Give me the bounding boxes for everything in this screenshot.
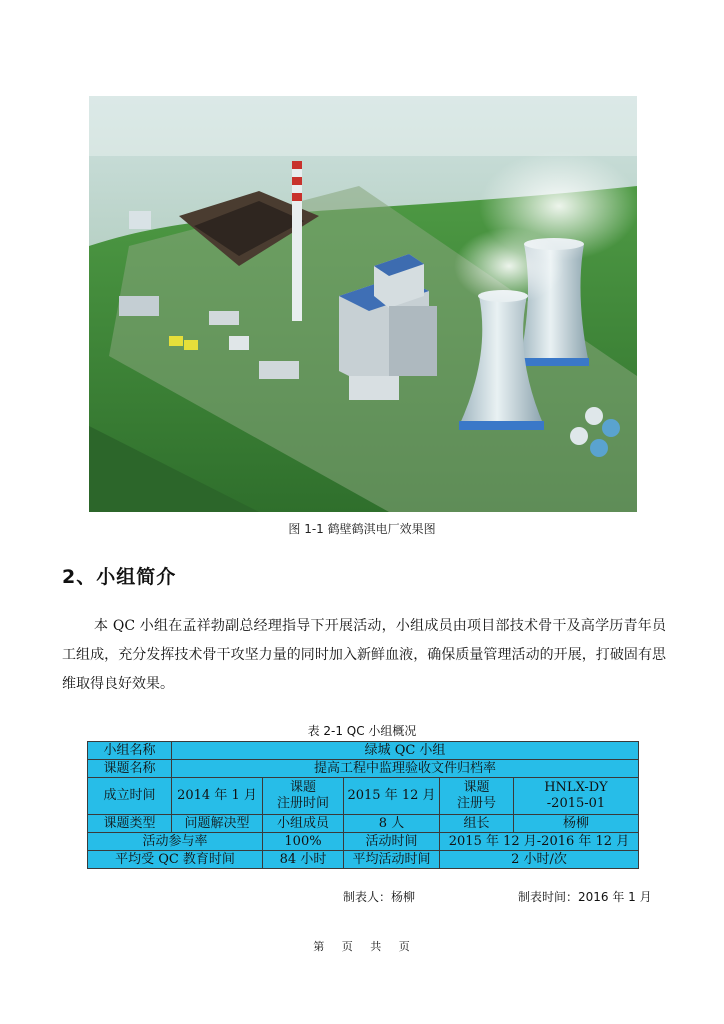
page-footer — [0, 938, 724, 954]
table-cell-value — [514, 778, 639, 815]
table-cell-label: 成立时间 — [88, 778, 172, 815]
table-cell-label: 课题类型 — [88, 815, 172, 833]
cell-line: 课题 — [289, 780, 316, 795]
table-cell-label: 小组成员 — [263, 815, 344, 833]
footer-word: 第 — [313, 940, 326, 953]
cell-line: HNLX-DY — [544, 780, 608, 795]
cell-line: 注册号 — [456, 796, 496, 811]
table-cell-value: 84 小时 — [263, 851, 344, 869]
table-caption: 表 2-1 QC 小组概况 — [307, 724, 417, 738]
cell-line: 课题 — [463, 780, 490, 795]
table-cell-value: 8 人 — [344, 815, 440, 833]
cell-line: -2015-01 — [546, 796, 606, 811]
table-maker: 制表人：杨柳 — [343, 890, 416, 904]
qc-group-table — [87, 741, 639, 869]
table-row — [88, 760, 639, 778]
table-row — [88, 815, 639, 833]
table-cell-value: 杨柳 — [514, 815, 639, 833]
section-heading: 2、小组简介 — [62, 566, 177, 588]
table-cell-value: 提高工程中监理验收文件归档率 — [172, 760, 639, 778]
table-row — [88, 833, 639, 851]
footer-word: 页 — [398, 940, 411, 953]
table-cell-label: 活动时间 — [344, 833, 440, 851]
table-row — [88, 778, 639, 815]
table-row — [88, 851, 639, 869]
table-cell-value: 2015 年 12 月 — [344, 778, 440, 815]
table-row — [88, 742, 639, 760]
figure-caption: 图 1-1 鹤壁鹤淇电厂效果图 — [288, 522, 436, 536]
table-cell-value: 2 小时/次 — [440, 851, 639, 869]
cell-line: 注册时间 — [276, 796, 329, 811]
table-cell-value: 100% — [263, 833, 344, 851]
table-cell-value: 2014 年 1 月 — [172, 778, 263, 815]
intro-paragraph: 本 QC 小组在孟祥勃副总经理指导下开展活动，小组成员由项目部技术骨干及高学历青年员工组成，充分发挥技术骨干攻坚力量的同时加入新鲜血液，确保质量管理活动的开展，打破固有思维取得良好效果。 — [62, 618, 666, 692]
footer-word: 共 — [370, 940, 383, 953]
table-cell-label: 平均受 QC 教育时间 — [88, 851, 263, 869]
table-cell-label — [440, 778, 514, 815]
table-cell-label: 小组名称 — [88, 742, 172, 760]
table-cell-value: 2015 年 12 月-2016 年 12 月 — [440, 833, 639, 851]
table-made-time: 制表时间：2016 年 1 月 — [518, 890, 652, 904]
table-cell-value: 问题解决型 — [172, 815, 263, 833]
table-cell-label: 活动参与率 — [88, 833, 263, 851]
power-plant-image — [89, 96, 637, 512]
table-cell-label — [263, 778, 344, 815]
table-cell-label: 组长 — [440, 815, 514, 833]
table-cell-value: 绿城 QC 小组 — [172, 742, 639, 760]
footer-word: 页 — [341, 940, 354, 953]
table-cell-label: 平均活动时间 — [344, 851, 440, 869]
table-cell-label: 课题名称 — [88, 760, 172, 778]
